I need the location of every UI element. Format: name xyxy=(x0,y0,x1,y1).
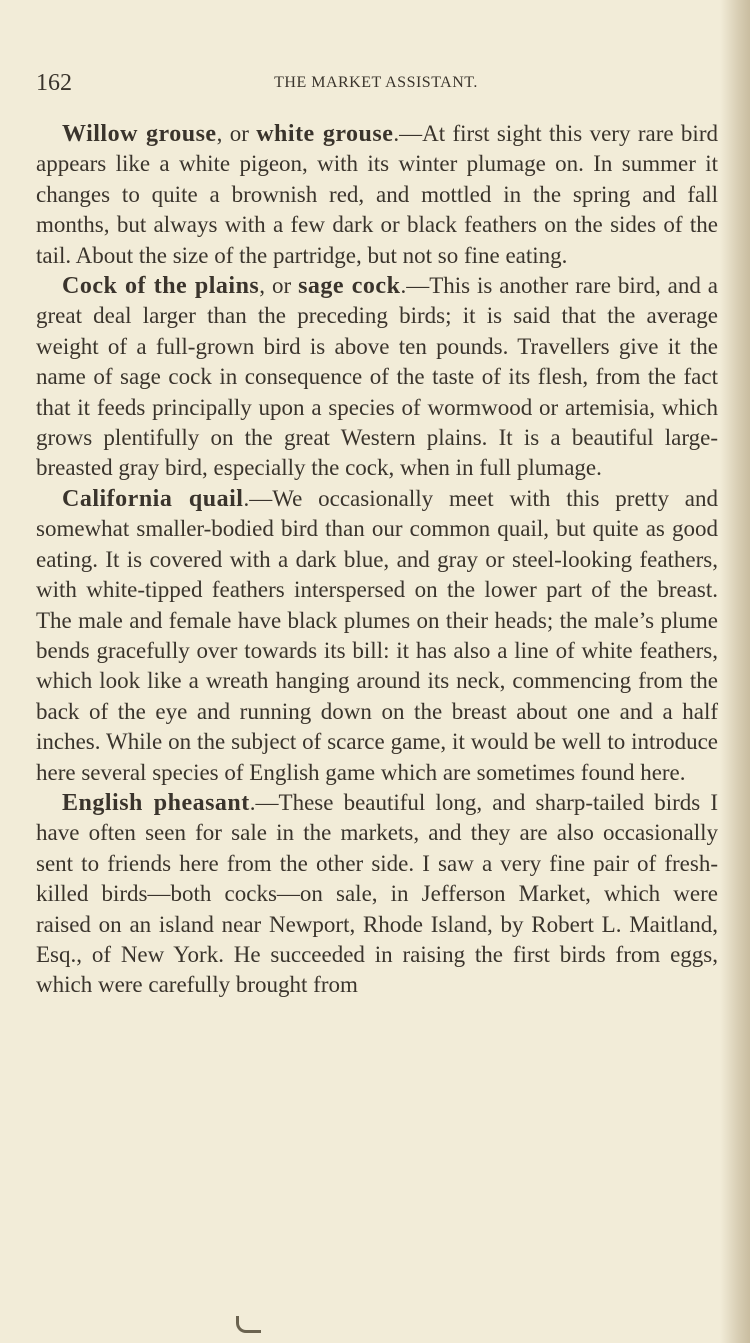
paragraph-text: .—This is another rare bird, and a great deal larger than the preceding birds; it is said that the average weight of a full-grown bird is above ten pounds. Travellers give it the name of sage cock in consequence of the taste of its flesh, from the fact that it feeds principally upon a species of wormwood or artemisia, which grows plentifully on the great Western plains. It is a beautiful large-breasted gray bird, especially the cock, when in full plumage. xyxy=(36,273,719,481)
paragraph-cock-of-the-plains xyxy=(36,271,718,484)
term-heading: California quail xyxy=(62,485,244,512)
term-separator: , or xyxy=(259,273,299,299)
term-heading: English pheasant xyxy=(62,789,250,816)
text-body xyxy=(36,119,718,1001)
page-number: 162 xyxy=(36,70,72,96)
term-heading: white grouse xyxy=(256,121,394,147)
paragraph-text: .—At first sight this very rare bird appears like a white pigeon, with its winter plumage on. In summer it changes to quite a brownish red, and mottled in the spring and fall months, but always with a few dark or black feathers on the sides of the tail. About the size of the partridge, but not so fine eating. xyxy=(36,121,718,268)
paragraph-text: .—We occasionally meet with this pretty and somewhat smaller-bodied bird than our common quail, but quite as good eating. It is covered with a dark blue, and gray or steel-looking feathers, with white-tipped feathers interspersed on the lower part of the breast. The male and female have black plumes on their heads; the male’s plume bends gracefully over towards its bill: it has also a line of white feathers, which look like a wreath hanging around its neck, commencing from the back of the eye and running down on the breast about one and a half inches. While on the subject of scarce game, it would be well to introduce here several species of English game which are sometimes found here. xyxy=(36,485,718,785)
page-edge-shadow xyxy=(720,0,750,1343)
paragraph-california-quail xyxy=(36,484,718,788)
running-head xyxy=(36,70,716,100)
paragraph-text: .—These beautiful long, and sharp-tailed birds I have often seen for sale in the markets, and they are also occasionally sent to friends here from the other side. I saw a very fine pair of fresh-killed birds—both cocks—on sale, in Jefferson Market, which were raised on an island near Newport, Rhode Island, by Robert L. Maitland, Esq., of New York. He succeeded in raising the first birds from eggs, which were carefully brought from xyxy=(36,789,718,998)
paragraph-willow-grouse xyxy=(36,119,718,271)
term-separator: , or xyxy=(216,121,257,146)
term-heading: Cock of the plains xyxy=(62,273,260,300)
term-heading: Willow grouse xyxy=(62,121,217,147)
term-heading: sage cock xyxy=(298,273,401,300)
printer-mark xyxy=(236,1316,261,1333)
running-title: THE MARKET ASSISTANT. xyxy=(274,74,478,91)
paragraph-english-pheasant xyxy=(36,788,718,1001)
